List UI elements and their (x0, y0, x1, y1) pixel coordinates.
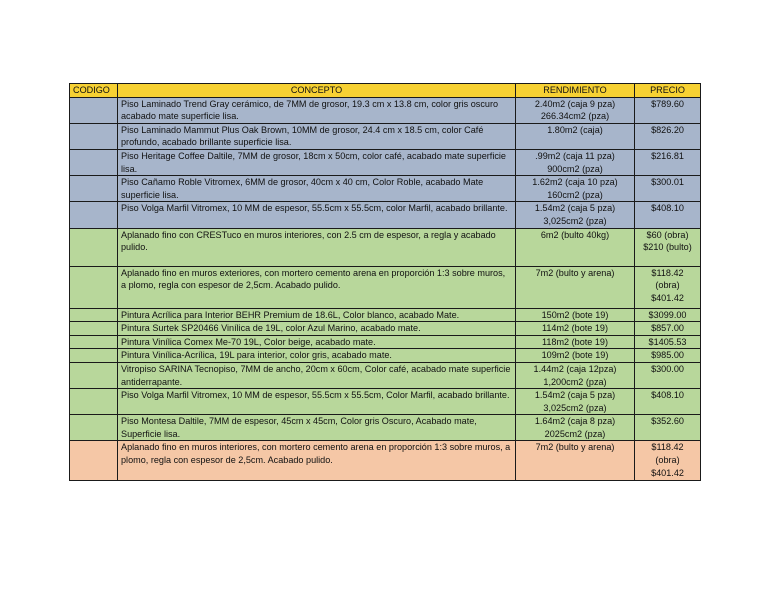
rendimiento-line: 114m2 (bote 19) (541, 323, 609, 334)
cell-codigo (70, 349, 118, 363)
precio-line: $826.20 (651, 124, 684, 135)
cell-concepto: Piso Cañamo Roble Vitromex, 6MM de grosor, 40cm x 40 cm, Color Roble, acabado Mate superficie lisa. (118, 176, 516, 202)
cell-precio (635, 415, 701, 441)
rendimiento-line: 1.44m2 (caja 12pza) (533, 363, 617, 374)
table-row (70, 176, 701, 202)
cell-precio (635, 322, 701, 336)
rendimiento-line: 1.54m2 (caja 5 pza) (534, 203, 616, 214)
precio-line: (obra) (655, 455, 680, 466)
cell-codigo (70, 322, 118, 336)
rendimiento-line: 1.62m2 (caja 10 pza) (532, 177, 618, 188)
cell-precio (635, 228, 701, 266)
cell-precio (635, 308, 701, 322)
precio-line: $118.42 (651, 442, 684, 453)
cell-concepto: Aplanado fino en muros exteriores, con mortero cemento arena en proporción 1:3 sobre muros, a plomo, regla con espesor de 2,5cm. Acabado pulido. (118, 266, 516, 308)
table-row (70, 322, 701, 336)
cell-precio (635, 123, 701, 149)
header-rendimiento: RENDIMIENTO (516, 84, 635, 98)
rendimiento-line: 1,200cm2 (pza) (543, 376, 607, 387)
cell-precio (635, 362, 701, 388)
table-row (70, 228, 701, 266)
cell-codigo (70, 228, 118, 266)
cell-codigo (70, 266, 118, 308)
rendimiento-line: 150m2 (bote 19) (541, 309, 609, 320)
table-row (70, 349, 701, 363)
table-row (70, 202, 701, 228)
table-row (70, 441, 701, 481)
table-row (70, 149, 701, 175)
header-codigo: CODIGO (70, 84, 118, 98)
cell-codigo (70, 362, 118, 388)
precio-line: $408.10 (651, 203, 684, 214)
cell-precio (635, 335, 701, 349)
cell-concepto: Piso Laminado Mammut Plus Oak Brown, 10MM de grosor, 24.4 cm x 18.5 cm, color Café profundo, acabado brillante superficie lisa. (118, 123, 516, 149)
cell-precio (635, 266, 701, 308)
cell-concepto: Piso Volga Marfil Vitromex, 10 MM de espesor, 55.5cm x 55.5cm, Color Marfil, acabado brillante. (118, 389, 516, 415)
cell-rendimiento (516, 228, 635, 266)
rendimiento-line: 6m2 (bulto 40kg) (540, 229, 610, 240)
precio-line: $352.60 (651, 416, 684, 427)
rendimiento-line: 900cm2 (pza) (547, 163, 603, 174)
rendimiento-line: 1.54m2 (caja 5 pza) (534, 390, 616, 401)
cell-rendimiento (516, 149, 635, 175)
precio-line: $118.42 (651, 267, 684, 278)
cell-precio (635, 349, 701, 363)
precio-line: $408.10 (651, 390, 684, 401)
table-row (70, 415, 701, 441)
materials-table (69, 83, 701, 481)
cell-rendimiento (516, 349, 635, 363)
precio-line: $401.42 (651, 292, 684, 303)
rendimiento-line: 2.40m2 (caja 9 pza) (534, 98, 616, 109)
cell-concepto: Aplanado fino con CRESTuco en muros interiores, con 2.5 cm de espesor, a regla y acabado pulido. (118, 228, 516, 266)
cell-rendimiento (516, 97, 635, 123)
cell-rendimiento (516, 266, 635, 308)
precio-line: $3099.00 (648, 309, 687, 320)
cell-precio (635, 97, 701, 123)
cell-precio (635, 389, 701, 415)
cell-rendimiento (516, 202, 635, 228)
rendimiento-line: 109m2 (bote 19) (541, 350, 609, 361)
rendimiento-line: 2025cm2 (pza) (544, 428, 606, 439)
cell-codigo (70, 123, 118, 149)
precio-line: $789.60 (651, 98, 684, 109)
cell-concepto: Pintura Surtek SP20466 Vinílica de 19L, color Azul Marino, acabado mate. (118, 322, 516, 336)
cell-concepto: Piso Volga Marfil Vitromex, 10 MM de espesor, 55.5cm x 55.5cm, color Marfil, acabado brillante. (118, 202, 516, 228)
cell-codigo (70, 308, 118, 322)
header-row (70, 84, 701, 98)
header-precio: PRECIO (635, 84, 701, 98)
cell-rendimiento (516, 441, 635, 481)
rendimiento-line: 7m2 (bulto y arena) (535, 442, 615, 453)
table-row (70, 362, 701, 388)
cell-precio (635, 202, 701, 228)
cell-rendimiento (516, 308, 635, 322)
cell-rendimiento (516, 176, 635, 202)
cell-rendimiento (516, 389, 635, 415)
cell-precio (635, 441, 701, 481)
cell-rendimiento (516, 415, 635, 441)
precio-line: $1405.53 (648, 336, 687, 347)
precio-line: $401.42 (651, 467, 684, 478)
precio-line: $300.01 (651, 177, 684, 188)
precio-line: $210 (bulto) (643, 242, 692, 253)
table-row (70, 266, 701, 308)
precio-line: (obra) (655, 280, 680, 291)
table-row (70, 123, 701, 149)
cell-codigo (70, 415, 118, 441)
cell-codigo (70, 97, 118, 123)
cell-rendimiento (516, 322, 635, 336)
rendimiento-line: 3,025cm2 (pza) (543, 402, 607, 413)
cell-precio (635, 176, 701, 202)
precio-line: $300.00 (651, 363, 684, 374)
cell-precio (635, 149, 701, 175)
cell-concepto: Vitropiso SARINA Tecnopiso, 7MM de ancho, 20cm x 60cm, Color café, acabado mate superficie antiderrapante. (118, 362, 516, 388)
precio-line: $216.81 (651, 150, 684, 161)
rendimiento-line: 266.34cm2 (pza) (540, 111, 610, 122)
cell-codigo (70, 389, 118, 415)
cell-codigo (70, 335, 118, 349)
table-row (70, 97, 701, 123)
cell-codigo (70, 149, 118, 175)
cell-rendimiento (516, 123, 635, 149)
cell-rendimiento (516, 335, 635, 349)
cell-codigo (70, 176, 118, 202)
cell-concepto: Pintura Acrílica para Interior BEHR Premium de 18.6L, Color blanco, acabado Mate. (118, 308, 516, 322)
cell-concepto: Piso Heritage Coffee Daltile, 7MM de grosor, 18cm x 50cm, color café, acabado mate superficie lisa. (118, 149, 516, 175)
rendimiento-line: 160cm2 (pza) (547, 189, 603, 200)
table-row (70, 335, 701, 349)
cell-concepto: Piso Montesa Daltile, 7MM de espesor, 45cm x 45cm, Color gris Oscuro, Acabado mate, Superficie lisa. (118, 415, 516, 441)
rendimiento-line: .99m2 (caja 11 pza) (535, 150, 615, 161)
rendimiento-line: 7m2 (bulto y arena) (535, 267, 615, 278)
cell-concepto: Piso Laminado Trend Gray cerámico, de 7MM de grosor, 19.3 cm x 13.8 cm, color gris oscuro acabado mate superficie lisa. (118, 97, 516, 123)
cell-codigo (70, 202, 118, 228)
cell-rendimiento (516, 362, 635, 388)
precio-line: $985.00 (651, 350, 684, 361)
precio-line: $60 (obra) (646, 229, 689, 240)
rendimiento-line: 1.80m2 (caja) (547, 124, 603, 135)
rendimiento-line: 3,025cm2 (pza) (543, 215, 607, 226)
precio-line: $857.00 (651, 323, 684, 334)
table-row (70, 389, 701, 415)
cell-concepto: Aplanado fino en muros interiores, con mortero cemento arena en proporción 1:3 sobre muros, a plomo, regla con espesor de 2,5cm. Acabado pulido. (118, 441, 516, 481)
cell-concepto: Pintura Vinílica Comex Me-70 19L, Color beige, acabado mate. (118, 335, 516, 349)
cell-codigo (70, 441, 118, 481)
table-row (70, 308, 701, 322)
rendimiento-line: 1.64m2 (caja 8 pza) (534, 416, 616, 427)
header-concepto: CONCEPTO (118, 84, 516, 98)
rendimiento-line: 118m2 (bote 19) (541, 336, 609, 347)
cell-concepto: Pintura Vinílica-Acrílica, 19L para interior, color gris, acabado mate. (118, 349, 516, 363)
